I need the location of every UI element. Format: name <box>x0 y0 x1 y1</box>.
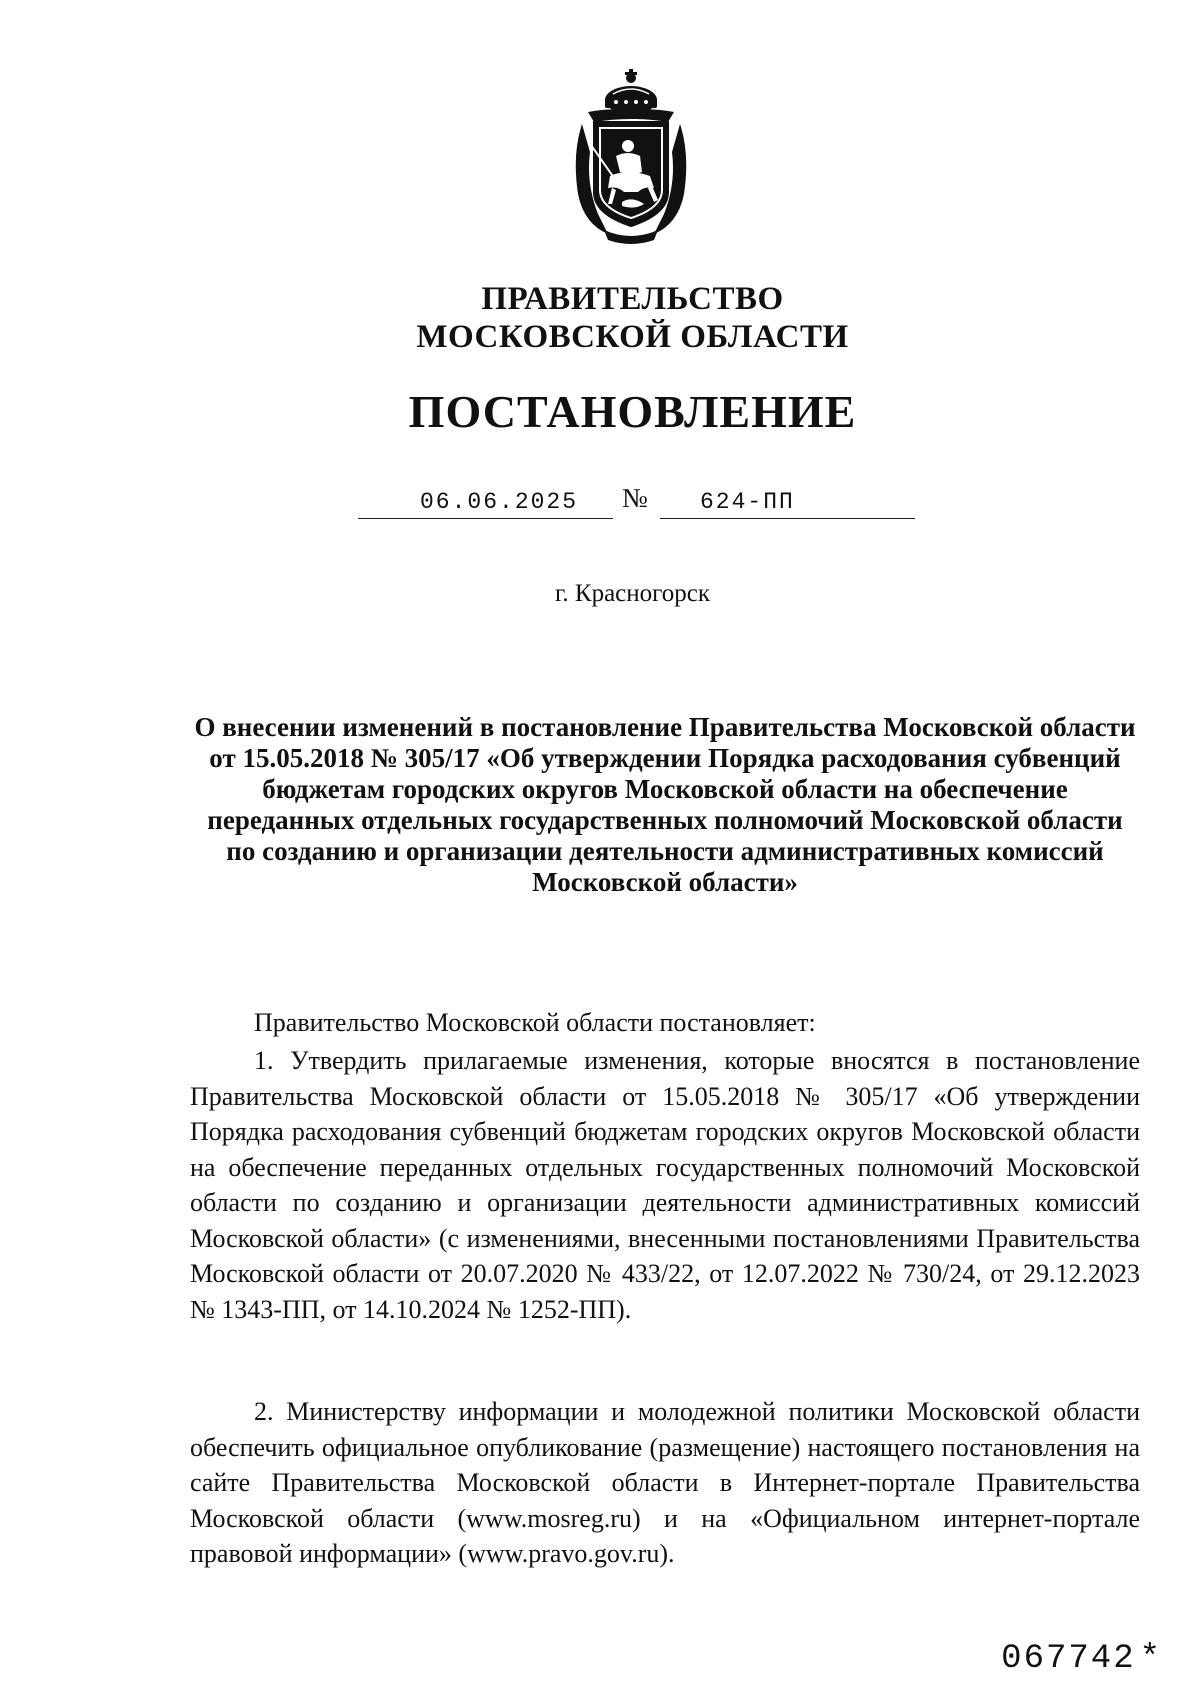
number-underline <box>660 518 915 519</box>
document-type-heading: ПОСТАНОВЛЕНИЕ <box>408 386 857 437</box>
date-underline <box>358 518 613 519</box>
item-2-text: 2. Министерству информации и молодежной политики Московской области обеспечить официальное опубликование (размещение) настоящего постановления на сайте Правительства Московской области в Интернет-портале Правительства Московской области (www.mosreg.ru) и на «Официальном интернет-портале правовой информации» (www.pravo.gov.ru). <box>190 1397 1140 1568</box>
serial-stamp <box>1001 1640 1162 1678</box>
stamp-mark: * <box>1139 1640 1162 1678</box>
city-line: г. Красногорск <box>554 580 711 607</box>
item-2-paragraph <box>190 1394 1140 1572</box>
serial-number: 067742 <box>1001 1640 1136 1678</box>
government-name-line2: МОСКОВСКОЙ ОБЛАСТИ <box>416 319 849 355</box>
coat-of-arms-icon <box>568 64 694 246</box>
document-number: 624-ПП <box>700 489 795 515</box>
document-date: 06.06.2025 <box>420 489 579 515</box>
number-sign: № <box>622 483 648 513</box>
intro-text: Правительство Московской области постановляет: <box>254 1008 816 1037</box>
government-name-line1: ПРАВИТЕЛЬСТВО <box>481 281 784 317</box>
item-1-paragraph <box>190 1043 1140 1327</box>
item-1-text: 1. Утвердить прилагаемые изменения, которые вносятся в постановление Правительства Московской области от 15.05.2018 № 305/17 «Об утверждении Порядка расходования субвенций бюджетам городских округов Московской области на обеспечение переданных отдельных государственных полномочий Московской области по созданию и организации деятельности административных комиссий Московской области» (с изменениями, внесенными постановлениями Правительства Московской области от 20.07.2020 № 433/22, от 12.07.2022 № 730/24, от 29.12.2023 № 1343-ПП, от 14.10.2024 № 1252-ПП). <box>190 1046 1140 1324</box>
document-title: О внесении изменений в постановление Правительства Московской области от 15.05.2018 № 305/17 «Об утверждении Порядка расходования субвенций бюджетам городских округов Московской области на обеспечение переданных отдельных государственных полномочий Московской области по созданию и организации деятельности административных комиссий Московской области» <box>194 712 1136 897</box>
intro-paragraph <box>190 1005 1140 1041</box>
